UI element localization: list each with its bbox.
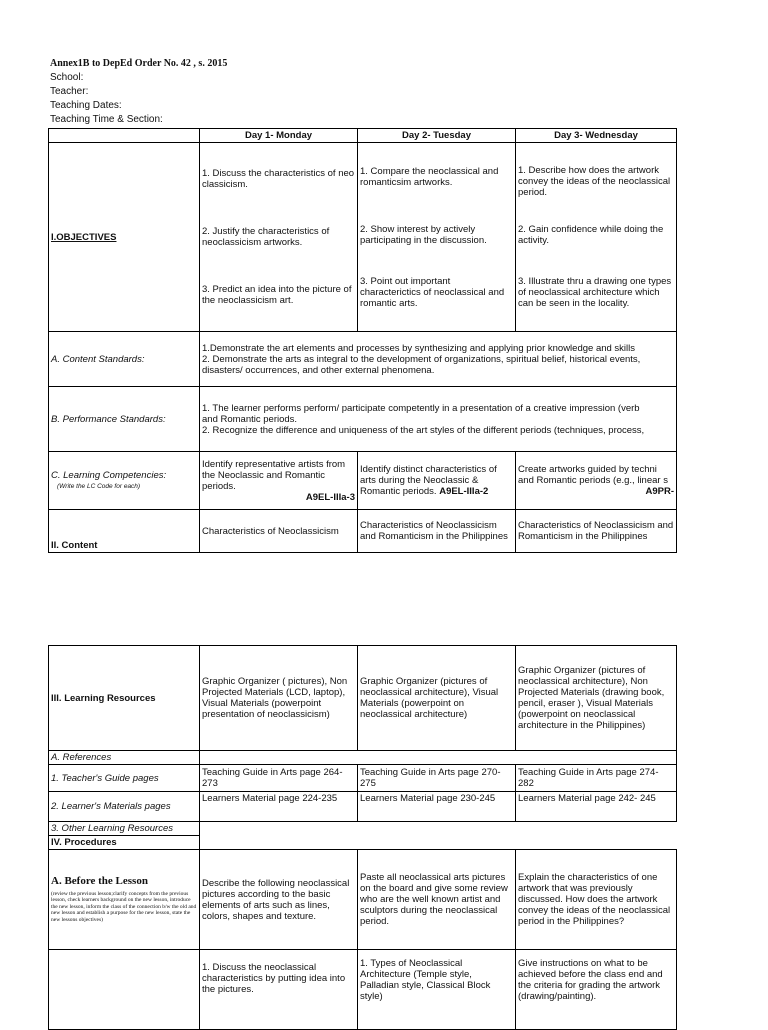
content-standards-line3: disasters/ occurrences, and other external phenomena. xyxy=(202,364,435,376)
competency-day2 xyxy=(358,452,516,510)
competency-day1-code: A9EL-IIIa-3 xyxy=(305,491,355,503)
next-procedure-day1: 1. Discuss the neoclassical characteristics by putting idea into the pictures. xyxy=(200,950,358,1030)
next-procedure-day3: Give instructions on what to be achieved before the class end and the criteria for grading the artwork (drawing/painting). xyxy=(516,950,677,1030)
performance-standards-line2: and Romantic periods. xyxy=(202,413,298,425)
content-day3: Characteristics of Neoclassicism and Romanticism in the Philippines xyxy=(516,510,677,553)
objective-day2-2: 2. Show interest by actively participating in the discussion. xyxy=(360,223,487,246)
next-procedure-day2: 1. Types of Neoclassical Architecture (Temple style, Palladian style, Classical Block style) xyxy=(358,950,516,1030)
objective-day1-2: 2. Justify the characteristics of neoclassicism artworks. xyxy=(202,226,330,248)
next-procedure-row xyxy=(49,950,677,1030)
content-standards-line2: 2. Demonstrate the arts as integral to the development of organizations, spiritual belief, historical events, xyxy=(202,353,641,365)
objectives-day2 xyxy=(358,143,516,332)
day3-header: Day 3- Wednesday xyxy=(516,129,677,143)
content-standards-row xyxy=(49,332,677,387)
resources-label: III. Learning Resources xyxy=(49,646,200,751)
procedures-row xyxy=(49,836,677,850)
teacher-label: Teacher: xyxy=(50,86,89,97)
resources-day2: Graphic Organizer (pictures of neoclassical architecture), Visual Materials (powerpoint on neoclassical architecture) xyxy=(358,646,516,751)
learners-materials-label: 2. Learner's Materials pages xyxy=(49,792,200,822)
competency-day1-text: Identify representative artists from the Neoclassic and Romantic periods. xyxy=(202,458,346,492)
content-standards-text xyxy=(200,332,677,387)
before-lesson-day3: Explain the characteristics of one artwork that was previously discussed. How does the artwork convey the ideas of the neoclassical period in the Philippines? xyxy=(516,850,677,950)
other-resources-label: 3. Other Learning Resources xyxy=(49,822,200,836)
learners-materials-row xyxy=(49,792,677,822)
teaching-time-label: Teaching Time & Section: xyxy=(50,114,163,125)
content-label: II. Content xyxy=(49,510,200,553)
other-resources-row xyxy=(49,822,677,836)
performance-standards-row xyxy=(49,387,677,452)
performance-standards-line3: 2. Recognize the difference and uniqueness of the art styles of the different periods (techniques, process, xyxy=(202,424,645,436)
performance-standards-label: B. Performance Standards: xyxy=(49,387,200,452)
procedures-blank xyxy=(200,836,677,850)
objectives-day1 xyxy=(200,143,358,332)
teachers-guide-row xyxy=(49,765,677,792)
content-day1: Characteristics of Neoclassicism xyxy=(200,510,358,553)
school-label: School: xyxy=(50,72,84,83)
competencies-label: C. Learning Competencies: xyxy=(51,469,167,481)
lesson-plan-table-top xyxy=(48,128,677,553)
objective-day1-1: 1. Discuss the characteristics of neo classicism. xyxy=(202,168,355,190)
teachers-guide-day3: Teaching Guide in Arts page 274-282 xyxy=(516,765,677,792)
references-blank xyxy=(200,751,677,765)
objective-day2-1: 1. Compare the neoclassical and romanticsim artworks. xyxy=(360,165,499,188)
objective-day3-2: 2. Gain confidence while doing the activity. xyxy=(518,224,664,246)
before-lesson-label: A. Before the Lesson xyxy=(51,874,148,887)
competency-day3 xyxy=(516,452,677,510)
competencies-note: (Write the LC Code for each) xyxy=(57,482,141,490)
references-label: A. References xyxy=(49,751,200,765)
resources-day1: Graphic Organizer ( pictures), Non Projected Materials (LCD, laptop), Visual Materials (powerpoint presentation of neoclassicism) xyxy=(200,646,358,751)
corner-cell xyxy=(49,129,200,143)
annex-reference: Annex1B to DepEd Order No. 42 , s. 2015 xyxy=(50,58,228,69)
competency-day1 xyxy=(200,452,358,510)
objective-day3-3: 3. Illustrate thru a drawing one types of neoclassical architecture which can be seen in the locality. xyxy=(518,276,672,309)
objectives-day3 xyxy=(516,143,677,332)
competencies-label-cell xyxy=(49,452,200,510)
content-day2: Characteristics of Neoclassicism and Romanticism in the Philippines xyxy=(358,510,516,553)
before-lesson-note: (review the previous lesson;clarify concepts from the previous lesson, check learners background on the new lesson, introduce the new lesson, inform the class of the connection b/w the old and new lesson and establish a purpose for the new lesson, state the new lessons objectives) xyxy=(51,890,197,923)
competency-day3-text: Create artworks guided by techni and Romantic periods (e.g., linear s xyxy=(518,464,668,486)
content-standards-line1: 1.Demonstrate the art elements and processes by synthesizing and applying prior knowledge and skills xyxy=(202,342,636,354)
learners-materials-day1: Learners Material page 224-235 xyxy=(200,792,358,822)
teachers-guide-label: 1. Teacher's Guide pages xyxy=(49,765,200,792)
before-lesson-label-cell xyxy=(49,850,200,950)
lesson-plan-table-bottom xyxy=(48,645,677,1030)
objective-day2-3: 3. Point out important characterictics of neoclassical and romantic arts. xyxy=(360,275,505,309)
objectives-label: I.OBJECTIVES xyxy=(49,143,200,332)
resources-row xyxy=(49,646,677,751)
competency-day2-code: A9EL-IIIa-2 xyxy=(439,486,489,497)
before-lesson-row xyxy=(49,850,677,950)
day-header-row xyxy=(49,129,677,143)
objective-day1-3: 3. Predict an idea into the picture of the neoclassicism art. xyxy=(202,284,352,306)
teachers-guide-day1: Teaching Guide in Arts page 264-273 xyxy=(200,765,358,792)
teachers-guide-day2: Teaching Guide in Arts page 270-275 xyxy=(358,765,516,792)
competency-day3-code: A9PR- xyxy=(645,486,674,497)
objectives-row xyxy=(49,143,677,332)
day2-header: Day 2- Tuesday xyxy=(358,129,516,143)
performance-standards-text xyxy=(200,387,677,452)
learners-materials-day2: Learners Material page 230-245 xyxy=(358,792,516,822)
teaching-dates-label: Teaching Dates: xyxy=(50,100,122,111)
other-resources-blank xyxy=(200,822,677,836)
day1-header: Day 1- Monday xyxy=(200,129,358,143)
competency-day2-text: Identify distinct characteristics of arts during the Neoclassic & Romantic periods. xyxy=(360,464,497,497)
references-row xyxy=(49,751,677,765)
competencies-row xyxy=(49,452,677,510)
resources-day3: Graphic Organizer (pictures of neoclassical architecture), Non Projected Materials (drawing book, pencil, eraser ), Visual Materials (powerpoint on neoclassical architecture in the Philippines) xyxy=(516,646,677,751)
objective-day3-1: 1. Describe how does the artwork convey the ideas of the neoclassical period. xyxy=(518,165,671,198)
performance-standards-line1: 1. The learner performs perform/ participate competently in a presentation of a creative impression (verb xyxy=(202,402,640,414)
content-row xyxy=(49,510,677,553)
procedures-label: IV. Procedures xyxy=(49,836,200,850)
content-standards-label: A. Content Standards: xyxy=(49,332,200,387)
before-lesson-day1: Describe the following neoclassical pictures according to the basic elements of arts such as lines, colors, shapes and texture. xyxy=(200,850,358,950)
next-procedure-label-cell xyxy=(49,950,200,1030)
learners-materials-day3: Learners Material page 242- 245 xyxy=(516,792,677,822)
before-lesson-day2: Paste all neoclassical arts pictures on the board and give some review who are the well known artist and sculptors during the neoclassical period. xyxy=(358,850,516,950)
